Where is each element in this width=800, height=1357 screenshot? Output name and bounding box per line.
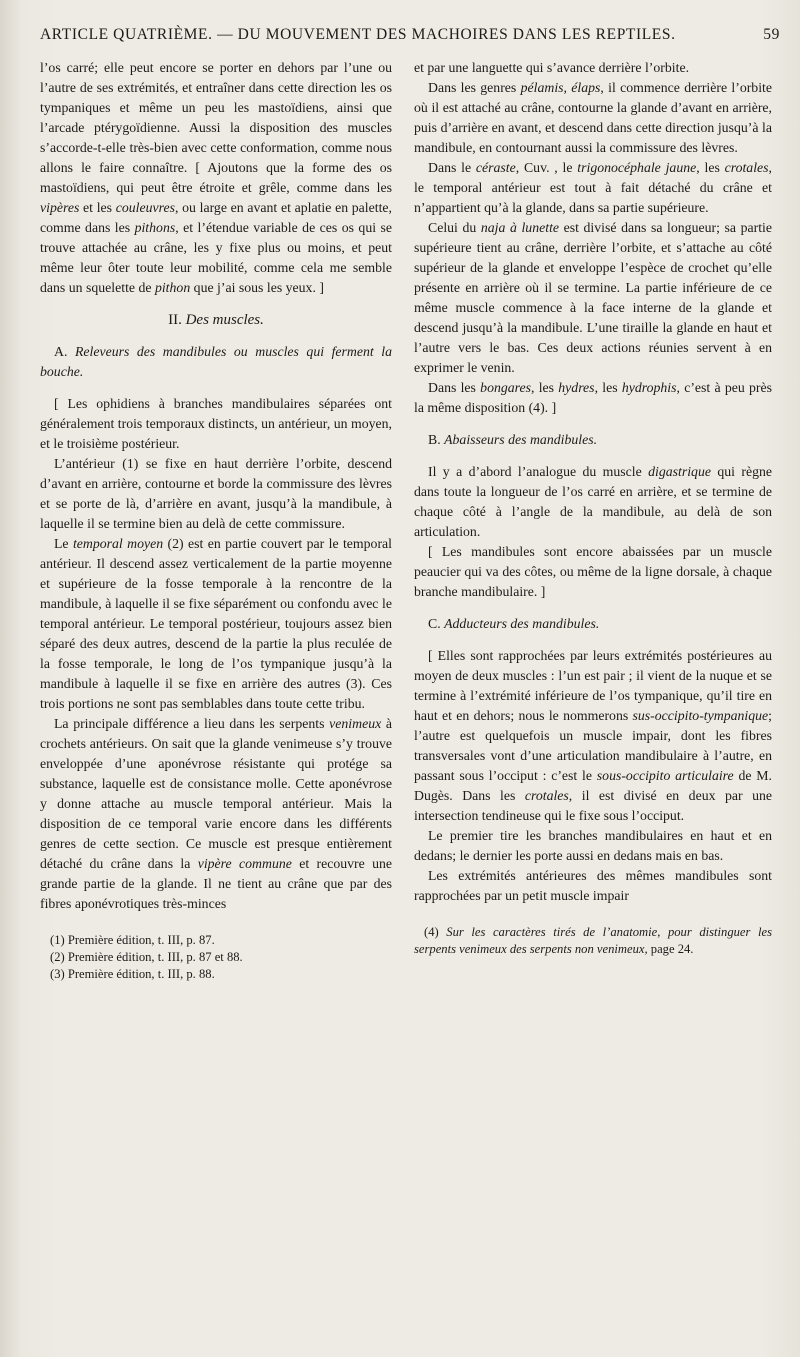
- paragraph: Les extrémités antérieures des mêmes mandibules sont rapprochées par un petit muscle impair: [414, 868, 772, 903]
- paragraph: Le temporal moyen (2) est en partie couvert par le temporal antérieur. Il descend assez verticalement de la partie moyenne et supérieure de la fosse temporale à la rencontre de la mandibule, à laquelle il se fixe séparément ou confondu avec le temporal antérieur. Le temporal postérieur, toujours assez bien séparé des deux autres, descend de la partie la plus reculée de la fosse temporale, le long de l’os tympanique jusqu’à la mandibule à laquelle il se fixe en arrière des autres (3). Ces trois portions ne sont pas semblables dans toute cette tribu.: [40, 536, 392, 711]
- footnote: (2) Première édition, t. III, p. 87 et 88.: [50, 950, 243, 964]
- subsection-heading-b: B. Abaisseurs des mandibules.: [428, 432, 598, 447]
- paragraph: Il y a d’abord l’analogue du muscle digastrique qui règne dans toute la longueur de l’os carré en arrière, et se termine de chaque côté à l’angle de la mandibule, au delà de son articulation.: [414, 464, 772, 539]
- paragraph: L’antérieur (1) se fixe en haut derrière l’orbite, descend d’avant en arrière, contourne et borde la commissure des lèvres et se porte de là, d’arrière en avant, jusqu’à la mandibule, à laquelle il se termine bien au delà de cette commissure.: [40, 456, 392, 531]
- paragraph: La principale différence a lieu dans les serpents venimeux à crochets antérieurs. On sait que la glande venimeuse s’y trouve enveloppée d’une aponévrose résistante qui protége sa substance, laquelle est de consistance molle. Cette aponévrose y donne attache au muscle temporal antérieur. Mais la disposition de ce temporal varie encore dans les différents genres de cette section. Ce muscle est presque entièrement détaché du crâne dans la vipère commune et recouvre une grande partie de la glande. Il ne tient au crâne que par des fibres aponévrotiques très-minces: [40, 716, 393, 911]
- running-title: ARTICLE QUATRIÈME. — DU MOUVEMENT DES MACHOIRES DANS LES REPTILES.: [40, 26, 676, 43]
- footnote: (1) Première édition, t. III, p. 87.: [50, 933, 215, 947]
- footnote: (3) Première édition, t. III, p. 88.: [50, 967, 215, 981]
- subsection-heading-a: A. Releveurs des mandibules ou muscles qui ferment la bouche.: [40, 344, 392, 379]
- footnotes-right: [414, 924, 772, 958]
- paragraph: [ Les mandibules sont encore abaissées par un muscle peaucier qui va des côtes, ou même de la ligne dorsale, à chaque branche mandibulaire. ]: [414, 544, 772, 599]
- left-column: [40, 58, 392, 983]
- paragraph: et par une languette qui s’avance derrière l’orbite.: [414, 60, 690, 75]
- paragraph: [ Elles sont rapprochées par leurs extrémités postérieures au moyen de deux muscles : l’un est pair ; il vient de la nuque et se termine à l’extrémité inférieure de l’os tympanique, qu’il tire en haut et en dehors; nous le nommerons sus-occipito-tympanique; l’autre est quelquefois un muscle impair, dont les fibres transversales vont d’une articulation mandibulaire à l’autre, en passant sous l’occiput : c’est le sous-occipito articulaire de M. Dugès. Dans les crotales, il est divisé en deux par une intersection tendineuse qui le fixe sous l’occiput.: [414, 648, 773, 823]
- paragraph: Dans le céraste, Cuv. , le trigonocéphale jaune, les crotales, le temporal antérieur est tout à fait détaché du crâne et n’appartient qu’à la glande, dans sa partie supérieure.: [414, 160, 772, 215]
- page-number: 59: [763, 26, 780, 43]
- section-heading-muscles: II. Des muscles.: [168, 312, 264, 328]
- paragraph: [ Les ophidiens à branches mandibulaires séparées ont généralement trois temporaux distincts, un antérieur, un moyen, et le troisième postérieur.: [40, 396, 392, 451]
- paragraph: Dans les genres pélamis, élaps, il commence derrière l’orbite où il est attaché au crâne, contourne la glande d’avant en arrière, puis d’arrière en avant, et descend dans cette direction jusqu’à la mandibule, en contournant aussi la commissure des lèvres.: [414, 80, 772, 155]
- paragraph: Le premier tire les branches mandibulaires en haut et en dedans; le dernier les porte aussi en dedans mais en bas.: [414, 828, 772, 863]
- paragraph: Celui du naja à lunette est divisé dans sa longueur; sa partie supérieure tient au crâne, derrière l’orbite, et s’attache au côté supérieur de la glande et enveloppe l’espèce de crochet qu’elle présente en arrière où il se termine. La partie inférieure de ce même muscle commence à la face interne de la glande et descend jusqu’à la mandibule. L’une tiraille la glande en haut et l’autre vers le bas. Ces deux actions réunies servent à en exprimer le venin.: [414, 220, 772, 375]
- paragraph: Dans les bongares, les hydres, les hydrophis, c’est à peu près la même disposition (4). ]: [414, 380, 772, 415]
- footnotes-left: [40, 932, 392, 983]
- subsection-heading-c: C. Adducteurs des mandibules.: [428, 616, 600, 631]
- footnote: (4) Sur les caractères tirés de l’anatomie, pour distinguer les serpents venimeux des serpents non venimeux, page 24.: [414, 925, 772, 956]
- paragraph: l’os carré; elle peut encore se porter en dehors par l’une ou l’autre de ses extrémités, et entraîner dans cette direction les os tympaniques et même un peu les mastoïdiens, ainsi que l’arcade ptérygoïdienne. Aussi la disposition des muscles s’accorde-t-elle très-bien avec cette conformation, comme nous allons le faire connaître. [ Ajoutons que la forme des os mastoïdiens, qui peut être étroite et grêle, comme dans les vipères et les couleuvres, ou large en avant et aplatie en palette, comme dans les pithons, et l’étendue variable de ces os qui se trouve attachée au crâne, les y fixe plus ou moins, et peut même leur ôter toute leur mobilité, comme cela me semble dans un squelette de pithon que j’ai sous les yeux. ]: [40, 60, 393, 295]
- right-column: [414, 58, 772, 958]
- running-header: [40, 26, 780, 50]
